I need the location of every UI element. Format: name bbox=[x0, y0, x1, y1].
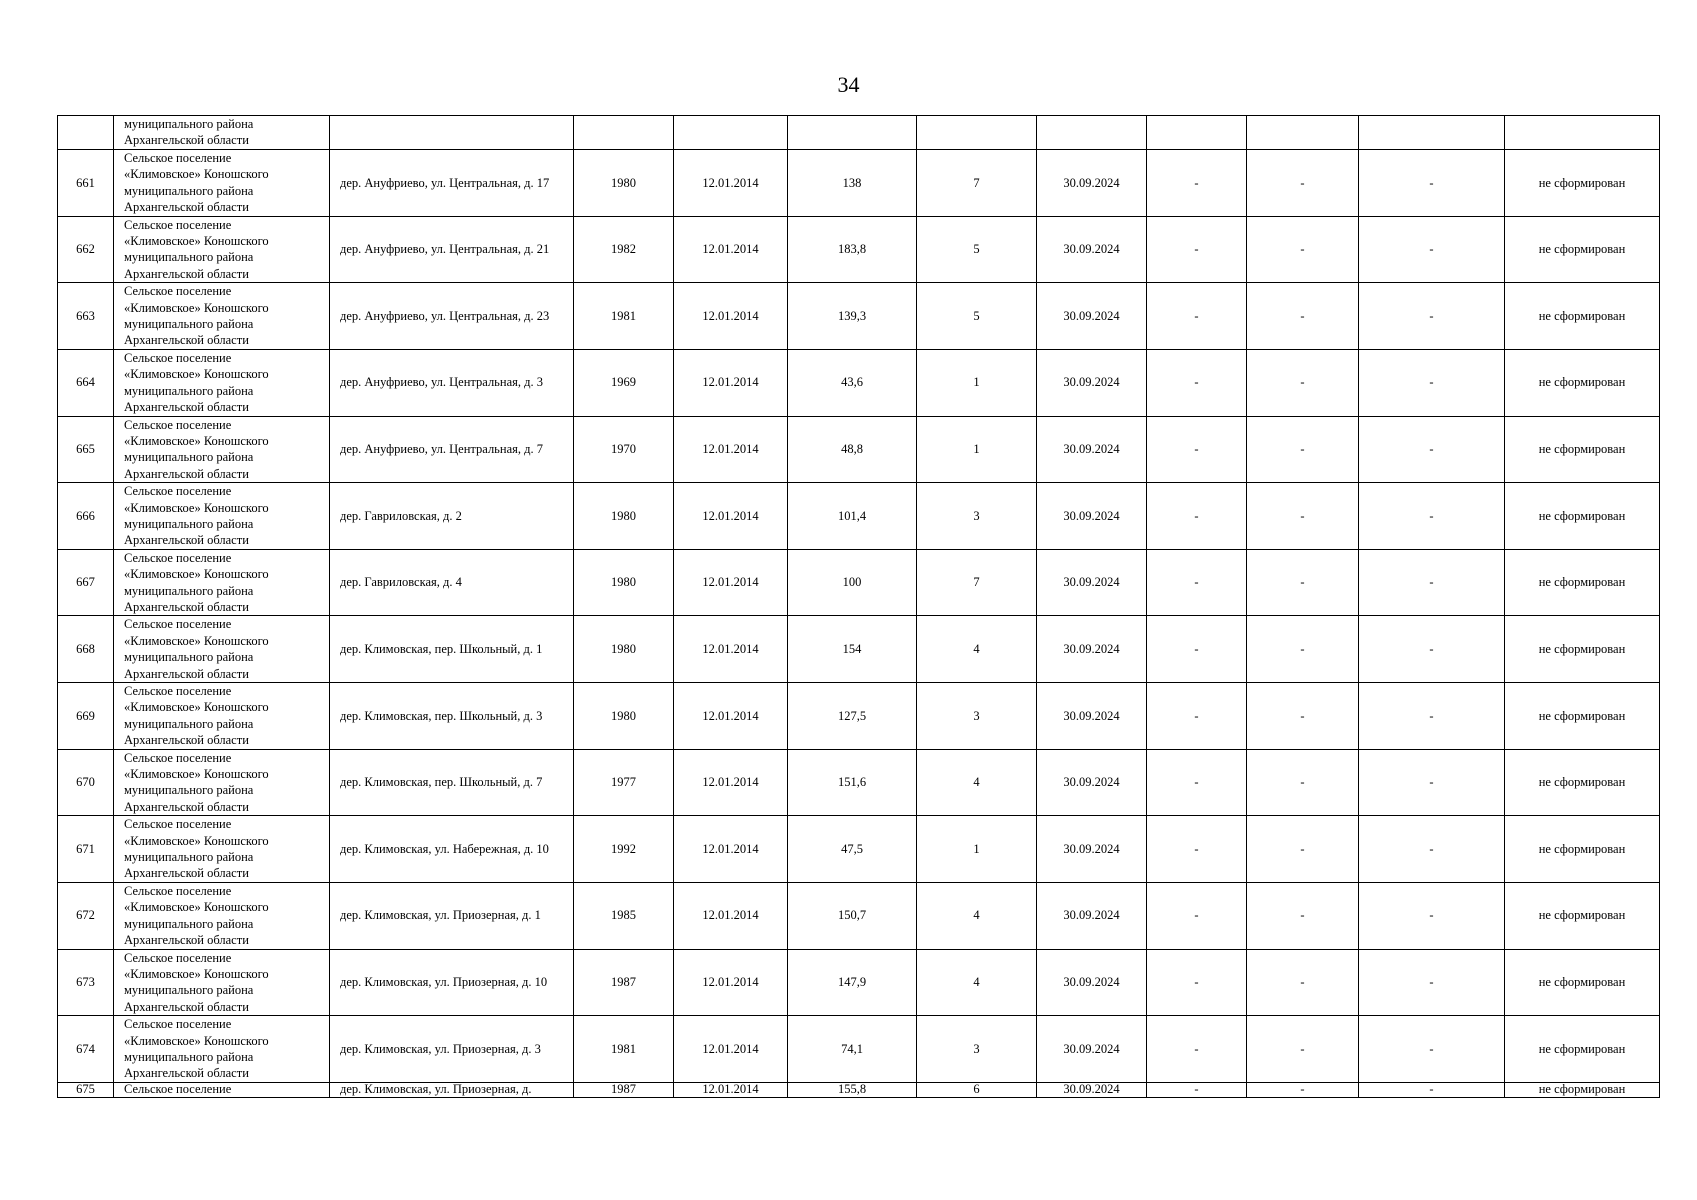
cell-date: 12.01.2014 bbox=[674, 616, 788, 683]
cell-date: 12.01.2014 bbox=[674, 816, 788, 883]
cell-deadline: 30.09.2024 bbox=[1037, 216, 1147, 283]
table-row bbox=[58, 1016, 1660, 1083]
table-row bbox=[58, 416, 1660, 483]
cell-col-b bbox=[1247, 116, 1359, 150]
cell-col-b: - bbox=[1247, 816, 1359, 883]
cell-col-b: - bbox=[1247, 749, 1359, 816]
cell-address bbox=[330, 116, 574, 150]
cell-year: 1977 bbox=[574, 749, 674, 816]
cell-deadline: 30.09.2024 bbox=[1037, 483, 1147, 550]
cell-date: 12.01.2014 bbox=[674, 416, 788, 483]
cell-year: 1985 bbox=[574, 882, 674, 949]
cell-col-b: - bbox=[1247, 616, 1359, 683]
cell-area: 150,7 bbox=[788, 882, 917, 949]
cell-municipality: Сельское поселение «Климовское» Коношского муниципального района Архангельской области bbox=[114, 949, 330, 1016]
cell-status: не сформирован bbox=[1505, 949, 1660, 1016]
cell-count: 1 bbox=[917, 416, 1037, 483]
cell-num bbox=[58, 116, 114, 150]
cell-count: 3 bbox=[917, 483, 1037, 550]
cell-col-b: - bbox=[1247, 483, 1359, 550]
table-row bbox=[58, 216, 1660, 283]
cell-num: 669 bbox=[58, 683, 114, 750]
cell-col-c: - bbox=[1359, 882, 1505, 949]
cell-deadline: 30.09.2024 bbox=[1037, 549, 1147, 616]
table-row bbox=[58, 616, 1660, 683]
cell-col-a: - bbox=[1147, 483, 1247, 550]
table-row bbox=[58, 749, 1660, 816]
cell-address: дер. Климовская, ул. Набережная, д. 10 bbox=[330, 816, 574, 883]
cell-deadline: 30.09.2024 bbox=[1037, 749, 1147, 816]
cell-municipality: Сельское поселение «Климовское» Коношского муниципального района Архангельской области bbox=[114, 683, 330, 750]
cell-col-c: - bbox=[1359, 549, 1505, 616]
cell-year: 1969 bbox=[574, 349, 674, 416]
table-row bbox=[58, 816, 1660, 883]
cell-col-a: - bbox=[1147, 416, 1247, 483]
cell-area: 138 bbox=[788, 150, 917, 217]
table-row bbox=[58, 483, 1660, 550]
cell-num: 668 bbox=[58, 616, 114, 683]
cell-year: 1987 bbox=[574, 949, 674, 1016]
cell-count: 5 bbox=[917, 216, 1037, 283]
cell-deadline: 30.09.2024 bbox=[1037, 283, 1147, 350]
cell-col-a bbox=[1147, 116, 1247, 150]
cell-count: 7 bbox=[917, 150, 1037, 217]
cell-col-c: - bbox=[1359, 749, 1505, 816]
cell-deadline bbox=[1037, 116, 1147, 150]
cell-deadline: 30.09.2024 bbox=[1037, 683, 1147, 750]
cell-municipality: Сельское поселение «Климовское» Коношского муниципального района Архангельской области bbox=[114, 483, 330, 550]
cell-address: дер. Ануфриево, ул. Центральная, д. 23 bbox=[330, 283, 574, 350]
table-row bbox=[58, 549, 1660, 616]
cell-num: 671 bbox=[58, 816, 114, 883]
cell-num: 672 bbox=[58, 882, 114, 949]
cell-date: 12.01.2014 bbox=[674, 949, 788, 1016]
cell-count: 4 bbox=[917, 882, 1037, 949]
cell-year: 1992 bbox=[574, 816, 674, 883]
housing-registry-table bbox=[57, 115, 1660, 1098]
cell-col-c: - bbox=[1359, 483, 1505, 550]
table-row bbox=[58, 283, 1660, 350]
cell-year: 1980 bbox=[574, 150, 674, 217]
cell-num: 663 bbox=[58, 283, 114, 350]
cell-year: 1987 bbox=[574, 1082, 674, 1097]
cell-col-c: - bbox=[1359, 816, 1505, 883]
cell-col-a: - bbox=[1147, 683, 1247, 750]
cell-count: 1 bbox=[917, 816, 1037, 883]
cell-municipality: Сельское поселение «Климовское» Коношского муниципального района Архангельской области bbox=[114, 549, 330, 616]
cell-deadline: 30.09.2024 bbox=[1037, 150, 1147, 217]
cell-date: 12.01.2014 bbox=[674, 349, 788, 416]
cell-municipality: Сельское поселение «Климовское» Коношского муниципального района Архангельской области bbox=[114, 749, 330, 816]
continuation-row bbox=[58, 116, 1660, 150]
cell-area: 47,5 bbox=[788, 816, 917, 883]
cell-status: не сформирован bbox=[1505, 1082, 1660, 1097]
cell-address: дер. Климовская, пер. Школьный, д. 1 bbox=[330, 616, 574, 683]
cell-area: 101,4 bbox=[788, 483, 917, 550]
cell-year: 1980 bbox=[574, 483, 674, 550]
cell-municipality: Сельское поселение bbox=[114, 1082, 330, 1097]
cell-status: не сформирован bbox=[1505, 549, 1660, 616]
cell-area: 48,8 bbox=[788, 416, 917, 483]
cell-col-b: - bbox=[1247, 683, 1359, 750]
table-body bbox=[58, 116, 1660, 1098]
table-row bbox=[58, 1082, 1660, 1097]
cell-address: дер. Климовская, пер. Школьный, д. 7 bbox=[330, 749, 574, 816]
cell-date: 12.01.2014 bbox=[674, 549, 788, 616]
cell-num: 661 bbox=[58, 150, 114, 217]
cell-area: 127,5 bbox=[788, 683, 917, 750]
cell-municipality: Сельское поселение «Климовское» Коношского муниципального района Архангельской области bbox=[114, 616, 330, 683]
cell-col-a: - bbox=[1147, 1082, 1247, 1097]
cell-address: дер. Гавриловская, д. 4 bbox=[330, 549, 574, 616]
table-row bbox=[58, 150, 1660, 217]
cell-area: 100 bbox=[788, 549, 917, 616]
cell-count: 6 bbox=[917, 1082, 1037, 1097]
cell-municipality: Сельское поселение «Климовское» Коношского муниципального района Архангельской области bbox=[114, 1016, 330, 1083]
cell-area: 154 bbox=[788, 616, 917, 683]
cell-col-a: - bbox=[1147, 616, 1247, 683]
cell-count: 3 bbox=[917, 1016, 1037, 1083]
cell-status: не сформирован bbox=[1505, 616, 1660, 683]
cell-area: 74,1 bbox=[788, 1016, 917, 1083]
cell-date: 12.01.2014 bbox=[674, 1082, 788, 1097]
cell-col-b: - bbox=[1247, 349, 1359, 416]
cell-address: дер. Климовская, ул. Приозерная, д. 10 bbox=[330, 949, 574, 1016]
cell-col-c: - bbox=[1359, 1082, 1505, 1097]
cell-col-a: - bbox=[1147, 882, 1247, 949]
cell-deadline: 30.09.2024 bbox=[1037, 616, 1147, 683]
cell-deadline: 30.09.2024 bbox=[1037, 1016, 1147, 1083]
cell-col-a: - bbox=[1147, 349, 1247, 416]
cell-address: дер. Гавриловская, д. 2 bbox=[330, 483, 574, 550]
cell-year: 1980 bbox=[574, 616, 674, 683]
page-number: 34 bbox=[837, 72, 860, 97]
cell-area: 139,3 bbox=[788, 283, 917, 350]
cell-area: 43,6 bbox=[788, 349, 917, 416]
cell-count: 4 bbox=[917, 616, 1037, 683]
cell-date: 12.01.2014 bbox=[674, 216, 788, 283]
cell-col-b: - bbox=[1247, 1082, 1359, 1097]
table-row bbox=[58, 683, 1660, 750]
cell-status: не сформирован bbox=[1505, 216, 1660, 283]
cell-col-b: - bbox=[1247, 283, 1359, 350]
cell-col-c: - bbox=[1359, 216, 1505, 283]
cell-area bbox=[788, 116, 917, 150]
cell-num: 666 bbox=[58, 483, 114, 550]
cell-date: 12.01.2014 bbox=[674, 483, 788, 550]
cell-status: не сформирован bbox=[1505, 882, 1660, 949]
cell-address: дер. Ануфриево, ул. Центральная, д. 3 bbox=[330, 349, 574, 416]
cell-area: 151,6 bbox=[788, 749, 917, 816]
cell-date: 12.01.2014 bbox=[674, 1016, 788, 1083]
cell-col-b: - bbox=[1247, 216, 1359, 283]
cell-col-a: - bbox=[1147, 150, 1247, 217]
cell-area: 183,8 bbox=[788, 216, 917, 283]
cell-municipality: Сельское поселение «Климовское» Коношского муниципального района Архангельской области bbox=[114, 283, 330, 350]
cell-year bbox=[574, 116, 674, 150]
cell-year: 1980 bbox=[574, 549, 674, 616]
cell-col-a: - bbox=[1147, 1016, 1247, 1083]
cell-col-a: - bbox=[1147, 283, 1247, 350]
cell-col-b: - bbox=[1247, 882, 1359, 949]
table-row bbox=[58, 349, 1660, 416]
cell-count: 5 bbox=[917, 283, 1037, 350]
cell-date: 12.01.2014 bbox=[674, 882, 788, 949]
cell-status: не сформирован bbox=[1505, 349, 1660, 416]
cell-col-b: - bbox=[1247, 150, 1359, 217]
cell-address: дер. Ануфриево, ул. Центральная, д. 7 bbox=[330, 416, 574, 483]
cell-municipality: Сельское поселение «Климовское» Коношского муниципального района Архангельской области bbox=[114, 816, 330, 883]
cell-col-b: - bbox=[1247, 416, 1359, 483]
cell-municipality: Сельское поселение «Климовское» Коношского муниципального района Архангельской области bbox=[114, 416, 330, 483]
cell-year: 1981 bbox=[574, 1016, 674, 1083]
cell-deadline: 30.09.2024 bbox=[1037, 882, 1147, 949]
cell-status: не сформирован bbox=[1505, 683, 1660, 750]
cell-num: 673 bbox=[58, 949, 114, 1016]
cell-address: дер. Климовская, пер. Школьный, д. 3 bbox=[330, 683, 574, 750]
cell-year: 1970 bbox=[574, 416, 674, 483]
cell-col-c: - bbox=[1359, 683, 1505, 750]
cell-municipality: Сельское поселение «Климовское» Коношского муниципального района Архангельской области bbox=[114, 882, 330, 949]
cell-col-c: - bbox=[1359, 1016, 1505, 1083]
cell-status: не сформирован bbox=[1505, 816, 1660, 883]
cell-address: дер. Ануфриево, ул. Центральная, д. 21 bbox=[330, 216, 574, 283]
cell-num: 675 bbox=[58, 1082, 114, 1097]
cell-status: не сформирован bbox=[1505, 749, 1660, 816]
cell-col-c: - bbox=[1359, 150, 1505, 217]
cell-col-b: - bbox=[1247, 1016, 1359, 1083]
cell-num: 674 bbox=[58, 1016, 114, 1083]
cell-num: 667 bbox=[58, 549, 114, 616]
cell-count bbox=[917, 116, 1037, 150]
table-row bbox=[58, 882, 1660, 949]
cell-municipality: муниципального района Архангельской области bbox=[114, 116, 330, 150]
cell-col-a: - bbox=[1147, 549, 1247, 616]
cell-area: 147,9 bbox=[788, 949, 917, 1016]
cell-col-c: - bbox=[1359, 349, 1505, 416]
cell-status: не сформирован bbox=[1505, 416, 1660, 483]
cell-col-c bbox=[1359, 116, 1505, 150]
cell-col-a: - bbox=[1147, 216, 1247, 283]
cell-date: 12.01.2014 bbox=[674, 683, 788, 750]
cell-municipality: Сельское поселение «Климовское» Коношского муниципального района Архангельской области bbox=[114, 349, 330, 416]
cell-deadline: 30.09.2024 bbox=[1037, 816, 1147, 883]
cell-date: 12.01.2014 bbox=[674, 283, 788, 350]
cell-address: дер. Климовская, ул. Приозерная, д. bbox=[330, 1082, 574, 1097]
cell-num: 665 bbox=[58, 416, 114, 483]
cell-col-c: - bbox=[1359, 416, 1505, 483]
cell-num: 664 bbox=[58, 349, 114, 416]
cell-status: не сформирован bbox=[1505, 483, 1660, 550]
cell-col-c: - bbox=[1359, 949, 1505, 1016]
cell-col-a: - bbox=[1147, 949, 1247, 1016]
table-row bbox=[58, 949, 1660, 1016]
cell-deadline: 30.09.2024 bbox=[1037, 949, 1147, 1016]
cell-municipality: Сельское поселение «Климовское» Коношского муниципального района Архангельской области bbox=[114, 216, 330, 283]
cell-col-b: - bbox=[1247, 549, 1359, 616]
cell-year: 1981 bbox=[574, 283, 674, 350]
cell-status bbox=[1505, 116, 1660, 150]
cell-num: 662 bbox=[58, 216, 114, 283]
cell-col-b: - bbox=[1247, 949, 1359, 1016]
cell-deadline: 30.09.2024 bbox=[1037, 416, 1147, 483]
cell-date: 12.01.2014 bbox=[674, 749, 788, 816]
cell-area: 155,8 bbox=[788, 1082, 917, 1097]
cell-count: 1 bbox=[917, 349, 1037, 416]
cell-address: дер. Ануфриево, ул. Центральная, д. 17 bbox=[330, 150, 574, 217]
cell-count: 7 bbox=[917, 549, 1037, 616]
cell-status: не сформирован bbox=[1505, 283, 1660, 350]
cell-count: 3 bbox=[917, 683, 1037, 750]
cell-deadline: 30.09.2024 bbox=[1037, 1082, 1147, 1097]
cell-deadline: 30.09.2024 bbox=[1037, 349, 1147, 416]
cell-date bbox=[674, 116, 788, 150]
cell-count: 4 bbox=[917, 749, 1037, 816]
cell-year: 1980 bbox=[574, 683, 674, 750]
cell-year: 1982 bbox=[574, 216, 674, 283]
cell-col-a: - bbox=[1147, 816, 1247, 883]
cell-num: 670 bbox=[58, 749, 114, 816]
cell-address: дер. Климовская, ул. Приозерная, д. 1 bbox=[330, 882, 574, 949]
cell-count: 4 bbox=[917, 949, 1037, 1016]
cell-status: не сформирован bbox=[1505, 150, 1660, 217]
cell-municipality: Сельское поселение «Климовское» Коношского муниципального района Архангельской области bbox=[114, 150, 330, 217]
cell-status: не сформирован bbox=[1505, 1016, 1660, 1083]
cell-col-c: - bbox=[1359, 616, 1505, 683]
cell-col-a: - bbox=[1147, 749, 1247, 816]
cell-col-c: - bbox=[1359, 283, 1505, 350]
cell-address: дер. Климовская, ул. Приозерная, д. 3 bbox=[330, 1016, 574, 1083]
cell-date: 12.01.2014 bbox=[674, 150, 788, 217]
